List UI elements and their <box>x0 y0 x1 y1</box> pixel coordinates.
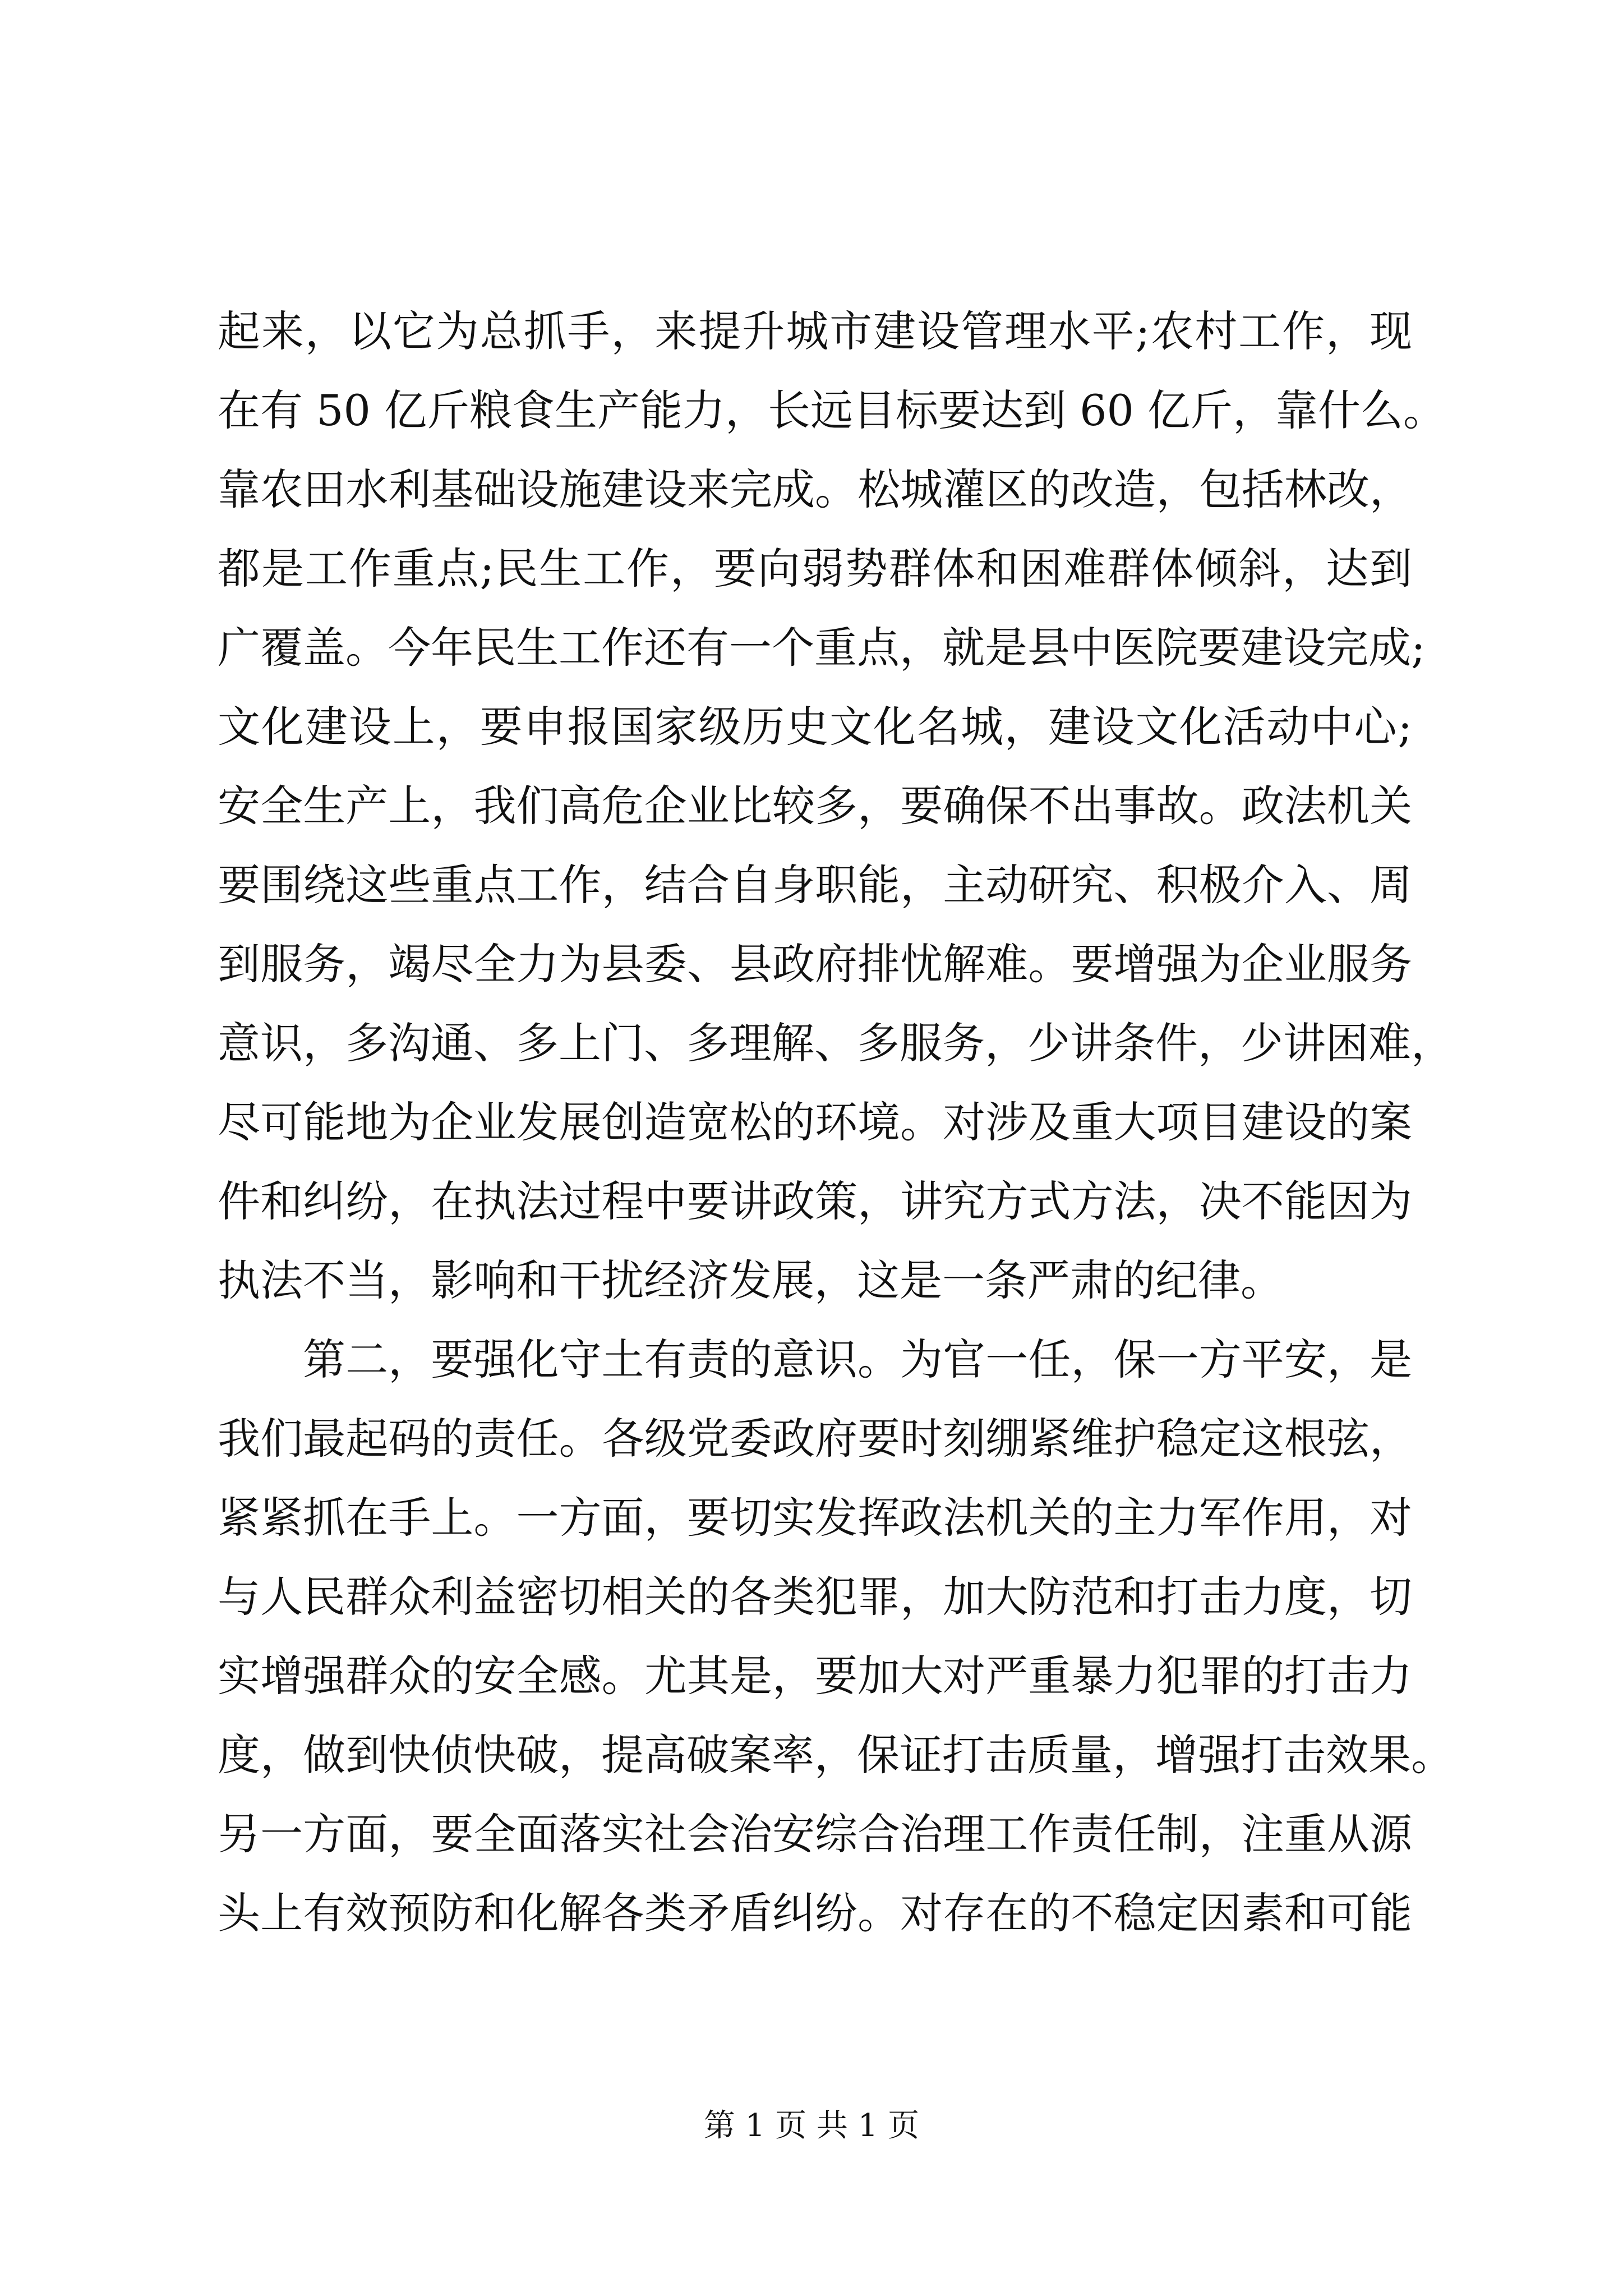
text-line: 实增强群众的安全感。尤其是，要加大对严重暴力犯罪的打击力 <box>218 1651 1412 1701</box>
text-line: 文化建设上，要申报国家级历史文化名城，建设文化活动中心; <box>218 702 1412 752</box>
text-line: 到服务，竭尽全力为县委、县政府排忧解难。要增强为企业服务 <box>218 939 1412 989</box>
text-line: 在有 50 亿斤粮食生产能力，长远目标要达到 60 亿斤，靠什么。 <box>218 385 1446 435</box>
paragraph-first-line: 第二，要强化守土有责的意识。为官一任，保一方平安，是 <box>303 1335 1412 1384</box>
page-number-footer: 第 1 页 共 1 页 <box>703 2108 920 2144</box>
body-text <box>218 292 1454 1953</box>
text-line: 安全生产上，我们高危企业比较多，要确保不出事故。政法机关 <box>218 781 1412 831</box>
text-line: 度，做到快侦快破，提高破案率，保证打击质量，增强打击效果。 <box>218 1730 1454 1780</box>
text-line: 尽可能地为企业发展创造宽松的环境。对涉及重大项目建设的案 <box>218 1097 1412 1147</box>
text-line: 另一方面，要全面落实社会治安综合治理工作责任制，注重从源 <box>218 1809 1412 1859</box>
text-line: 意识，多沟通、多上门、多理解、多服务，少讲条件，少讲困难， <box>218 1018 1454 1068</box>
text-line: 执法不当，影响和干扰经济发展，这是一条严肃的纪律。 <box>218 1255 1283 1305</box>
text-line: 头上有效预防和化解各类矛盾纠纷。对存在的不稳定因素和可能 <box>218 1888 1412 1938</box>
text-line: 广覆盖。今年民生工作还有一个重点，就是县中医院要建设完成; <box>218 623 1426 673</box>
text-line: 紧紧抓在手上。一方面，要切实发挥政法机关的主力军作用，对 <box>218 1493 1412 1543</box>
text-line: 我们最起码的责任。各级党委政府要时刻绷紧维护稳定这根弦， <box>218 1414 1412 1464</box>
text-line: 都是工作重点;民生工作，要向弱势群体和困难群体倾斜，达到 <box>218 544 1412 593</box>
text-line: 要围绕这些重点工作，结合自身职能，主动研究、积极介入、周 <box>218 860 1412 910</box>
text-line: 起来，以它为总抓手，来提升城市建设管理水平;农村工作，现 <box>218 306 1412 356</box>
text-line: 靠农田水利基础设施建设来完成。松城灌区的改造，包括林改， <box>218 464 1412 514</box>
text-line: 与人民群众利益密切相关的各类犯罪，加大防范和打击力度，切 <box>218 1572 1412 1622</box>
text-line: 件和纠纷，在执法过程中要讲政策，讲究方式方法，决不能因为 <box>218 1176 1412 1226</box>
